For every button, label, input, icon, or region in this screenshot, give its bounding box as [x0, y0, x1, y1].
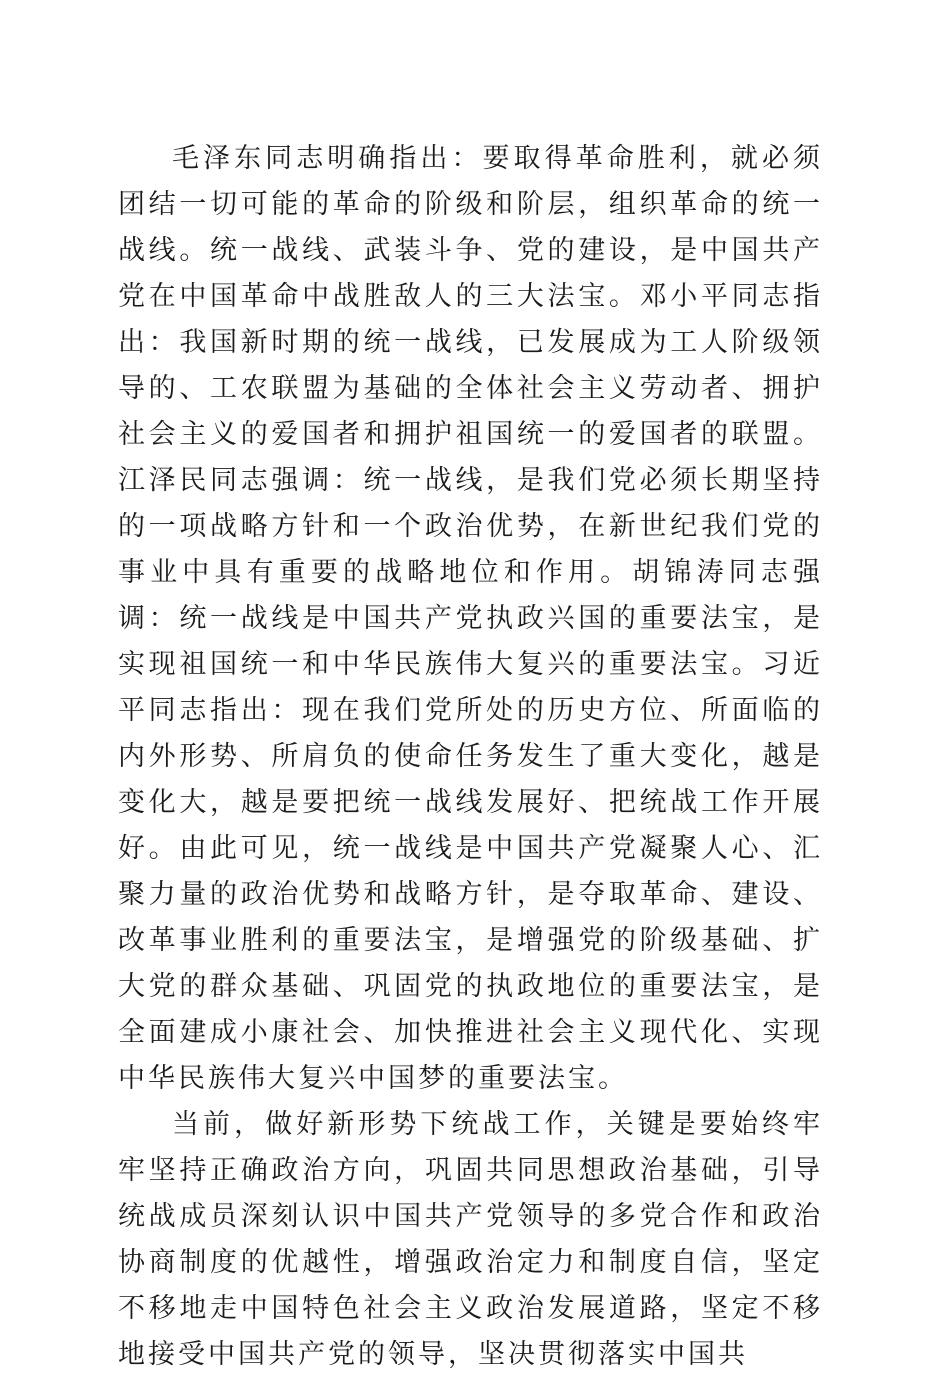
paragraph-current-work: 当前，做好新形势下统战工作，关键是要始终牢牢坚持正确政治方向，巩固共同思想政治基础，引导统战成员深刻认识中国共产党领导的多党合作和政治协商制度的优越性，增强政治定力和制度自信，坚定不移地走中国特色社会主义政治发展道路，坚定不移地接受中国共产党的领导，坚决贯彻落实中国共 [118, 1109, 823, 1370]
document-body [118, 136, 823, 1378]
paragraph-united-front-history: 毛泽东同志明确指出：要取得革命胜利，就必须团结一切可能的革命的阶级和阶层，组织革命的统一战线。统一战线、武装斗争、党的建设，是中国共产党在中国革命中战胜敌人的三大法宝。邓小平同志指出：我国新时期的统一战线，已发展成为工人阶级领导的、工农联盟为基础的全体社会主义劳动者、拥护社会主义的爱国者和拥护祖国统一的爱国者的联盟。江泽民同志强调：统一战线，是我们党必须长期坚持的一项战略方针和一个政治优势，在新世纪我们党的事业中具有重要的战略地位和作用。胡锦涛同志强调：统一战线是中国共产党执政兴国的重要法宝，是实现祖国统一和中华民族伟大复兴的重要法宝。习近平同志指出：现在我们党所处的历史方位、所面临的内外形势、所肩负的使命任务发生了重大变化，越是变化大，越是要把统一战线发展好、把统战工作开展好。由此可见，统一战线是中国共产党凝聚人心、汇聚力量的政治优势和战略方针，是夺取革命、建设、改革事业胜利的重要法宝，是增强党的阶级基础、扩大党的群众基础、巩固党的执政地位的重要法宝，是全面建成小康社会、加快推进社会主义现代化、实现中华民族伟大复兴中国梦的重要法宝。 [118, 143, 823, 1094]
